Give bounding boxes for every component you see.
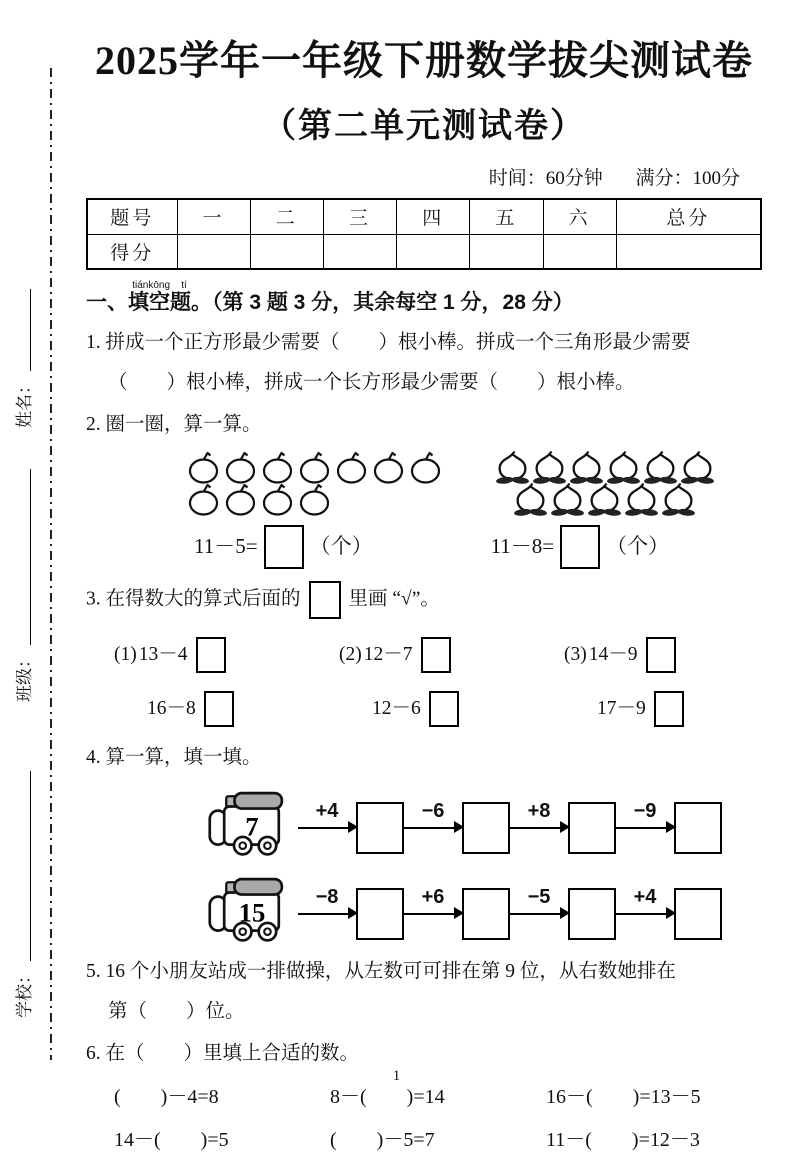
apple-icon [186,451,221,485]
question-5-line2: 第（ ）位。 [108,1001,245,1023]
score-header-cell: 总分 [616,199,761,234]
apple-row-2 [186,483,443,517]
fill-equation: ( )－5=7 [330,1128,435,1151]
peach-row-2 [513,483,715,517]
question-2-pictures [186,451,762,517]
peach-icon [513,483,548,517]
train-icon [206,875,298,943]
apple-group [186,451,443,517]
expression: 13－4 [138,643,188,665]
arrowhead-icon [348,907,358,919]
answer-box[interactable] [462,802,510,854]
check-box[interactable] [196,637,226,673]
peach-icon [661,483,696,517]
score-header-cell: 三 [323,199,396,234]
score-entry-cell[interactable] [397,234,470,269]
score-entry-cell[interactable] [177,234,250,269]
paper-subtitle: （第二单元测试卷） [262,108,586,145]
time-limit: 时间：60分钟 [488,168,603,189]
apple-icon [260,483,295,517]
train-icon [206,789,298,857]
score-header-cell: 四 [397,199,470,234]
section1-pinyin: tiánkōng tí [128,280,191,291]
arrowhead-icon [560,821,570,833]
question-2-label: 2. 圈一圈，算一算。 [86,414,262,436]
apple-icon [186,483,221,517]
seal-name-field [10,289,35,428]
apple-row-1 [186,451,443,485]
op-label: −8 [315,885,339,908]
peach-icon [569,451,604,485]
op-label: −5 [527,885,551,908]
answer-box[interactable] [356,888,404,940]
peach-icon [680,451,715,485]
check-box[interactable] [204,691,234,727]
item-number: (2) [339,643,362,665]
fill-equation: 11－( )=12－3 [546,1128,700,1151]
question-2-equations [194,525,762,569]
op-arrow [298,794,356,852]
q3-item-2 [339,633,564,731]
arrowhead-icon [560,907,570,919]
question-6-label: 6. 在（ ）里填上合适的数。 [86,1043,360,1065]
peach-icon [606,451,641,485]
section1-points: 。（第 3 题 3 分，其余每空 1 分，28 分） [191,291,574,314]
op-label: +4 [315,799,339,822]
check-box[interactable] [429,691,459,727]
check-box[interactable] [421,637,451,673]
page-number: 1 [392,1068,401,1084]
score-header-cell: 五 [470,199,543,234]
fill-equation: 8－( )=14 [330,1085,445,1108]
answer-box[interactable] [568,802,616,854]
equation-apples-unit: （个） [309,534,373,559]
arrowhead-icon [666,907,676,919]
seal-class-field [10,469,35,702]
question-1-line1: 1. 拼成一个正方形最少需要（ ）根小棒。拼成一个三角形最少需要 [86,332,691,353]
seal-fold-line [50,68,52,1060]
seal-class-blank[interactable] [14,469,31,645]
peach-icon [624,483,659,517]
op-arrow [616,880,674,938]
paper-title: 2025学年一年级下册数学拔尖测试卷 [95,38,753,83]
expression: 16－8 [147,697,196,719]
q6-equations-row-2 [114,1125,762,1156]
answer-box[interactable] [264,525,304,569]
arrowhead-icon [454,907,464,919]
apple-icon [223,483,258,517]
op-label: +6 [421,885,445,908]
train-start-number: 7 [245,811,259,842]
fill-equation: 16－( )=13－5 [546,1085,701,1108]
apple-icon [223,451,258,485]
expression: 12－6 [372,697,421,719]
arrowhead-icon [348,821,358,833]
equation-peaches-expr: 11－8= [490,534,555,559]
question-3-label-after: 里画 “√”。 [348,588,440,610]
op-arrow [404,880,462,938]
expression: 17－9 [597,697,646,719]
op-label: −6 [421,799,445,822]
op-label: +8 [527,799,551,822]
section1-word: 填空题 [128,291,191,314]
equation-apples [194,525,373,569]
peach-group [495,451,715,517]
q3-item-1 [114,633,339,731]
apple-icon [371,451,406,485]
question-1 [86,328,762,398]
chain-row-1 [206,787,762,859]
peach-icon [587,483,622,517]
answer-box[interactable] [356,802,404,854]
score-entry-cell[interactable] [616,234,761,269]
question-6 [86,1039,762,1155]
question-5 [86,957,762,1027]
question-2 [86,410,762,568]
peach-icon [495,451,530,485]
op-label: −9 [633,799,657,822]
score-entry-cell[interactable] [543,234,616,269]
op-label: +4 [633,885,657,908]
op-arrow [404,794,462,852]
answer-box[interactable] [568,888,616,940]
score-entry-cell[interactable] [250,234,323,269]
peach-icon [643,451,678,485]
op-arrow [510,880,568,938]
item-number: (3) [564,643,587,665]
question-3-items [114,633,762,731]
peach-icon [550,483,585,517]
equation-peaches [491,525,670,569]
seal-school-blank[interactable] [14,771,31,961]
op-arrow [510,794,568,852]
op-arrow [616,794,674,852]
question-4-label: 4. 算一算，填一填。 [86,746,262,768]
example-box [309,581,341,619]
train-start-number: 15 [238,897,266,928]
q3-item-3 [564,633,684,731]
item-number: (1) [114,643,137,665]
score-header-cell: 题号 [87,199,177,234]
question-3-label-before: 3. 在得数大的算式后面的 [86,588,301,610]
op-arrow [298,880,356,938]
chain-row-2 [206,873,762,945]
apple-icon [297,451,332,485]
apple-icon [334,451,369,485]
seal-school-field [10,771,35,1018]
expression: 12－7 [363,643,413,665]
seal-name-label: 姓名： [15,377,34,428]
score-row-label: 得分 [87,234,177,269]
section1-heading [86,280,762,316]
exam-info [86,163,762,190]
score-entry-cell[interactable] [470,234,543,269]
question-5-line1: 5. 16 个小朋友站成一排做操，从左数可可排在第 9 位，从右数她排在 [86,960,676,982]
apple-icon [297,483,332,517]
apple-icon [260,451,295,485]
score-entry-cell[interactable] [323,234,396,269]
paper-content [86,38,762,1156]
question-1-line2: （ ）根小棒，拼成一个长方形最少需要（ ）根小棒。 [108,372,635,394]
score-header-cell: 六 [543,199,616,234]
answer-box[interactable] [674,802,722,854]
peach-row-1 [495,451,715,485]
peach-icon [532,451,567,485]
arrowhead-icon [666,821,676,833]
seal-class-label: 班级： [15,651,34,702]
score-table-header-row [87,199,761,234]
q6-equations-row-1 [114,1082,762,1113]
seal-name-blank[interactable] [14,289,31,371]
section1-number: 一、 [86,291,128,314]
full-score: 满分：100分 [635,168,740,189]
question-4 [86,743,762,945]
fill-equation: 14－( )=5 [114,1128,229,1151]
answer-box[interactable] [560,525,600,569]
question-3 [86,581,762,731]
expression: 14－9 [588,643,638,665]
seal-school-label: 学校： [15,967,34,1018]
answer-box[interactable] [462,888,510,940]
equation-apples-expr: 11－5= [194,534,258,559]
check-box[interactable] [654,691,684,727]
fill-equation: ( )－4=8 [114,1085,219,1108]
answer-box[interactable] [674,888,722,940]
apple-icon [408,451,443,485]
score-table-score-row [87,234,761,269]
score-header-cell: 二 [250,199,323,234]
check-box[interactable] [646,637,676,673]
equation-peaches-unit: （个） [606,534,670,559]
score-header-cell: 一 [177,199,250,234]
score-table [86,198,762,270]
arrowhead-icon [454,821,464,833]
